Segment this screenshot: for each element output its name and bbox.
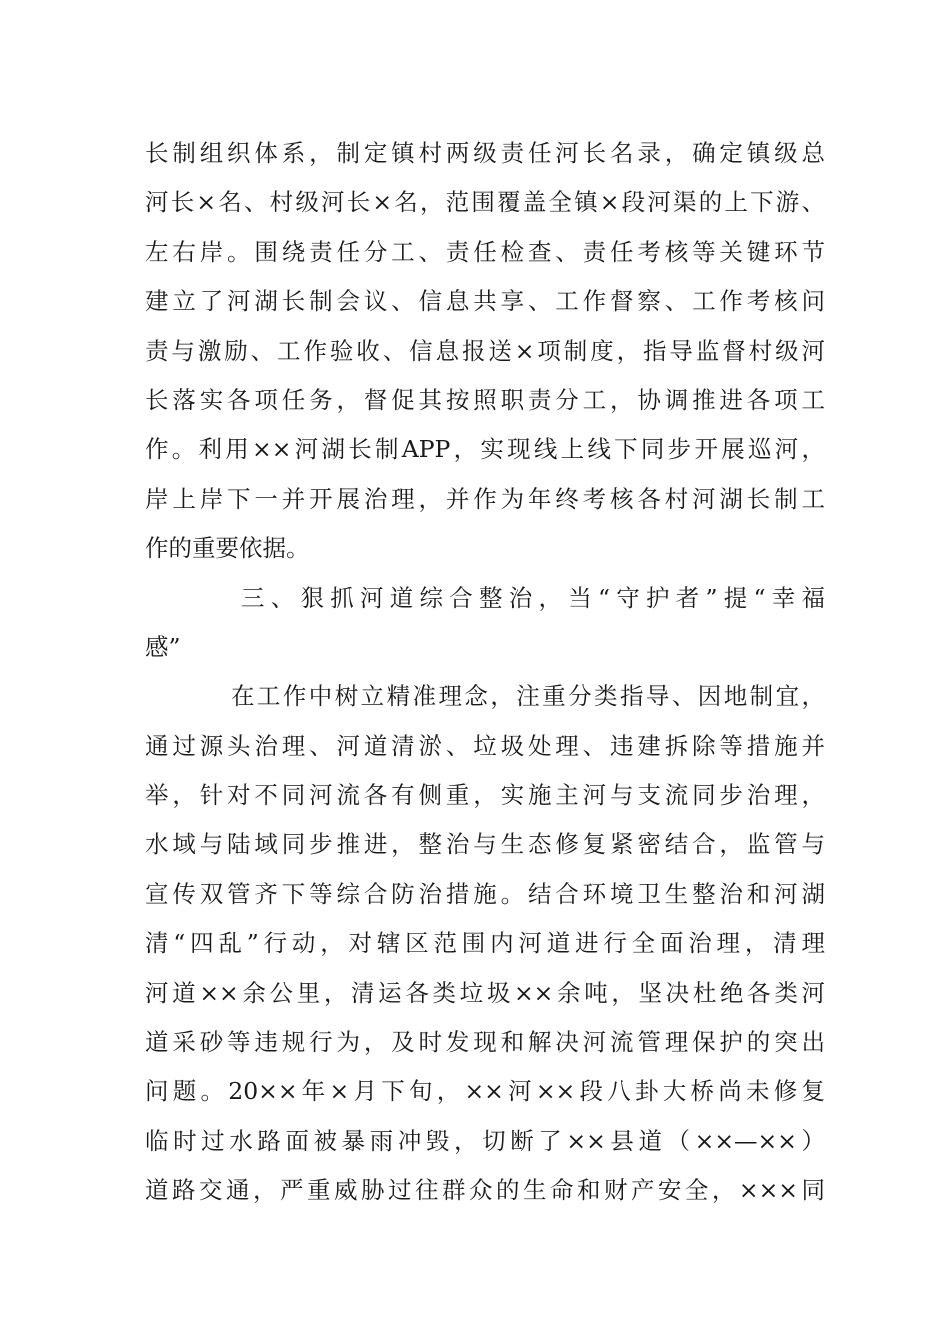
text-line: 宣传双管齐下等综合防治措施。结合环境卫生整治和河湖 — [145, 879, 825, 908]
text-line: 左右岸。围绕责任分工、责任检查、责任考核等关键环节 — [145, 237, 825, 266]
text-line: 作的重要依据。 — [145, 534, 310, 563]
text-line: 建立了河湖长制会议、信息共享、工作督察、工作考核问 — [145, 287, 825, 316]
text-line: 道采砂等违规行为，及时发现和解决河流管理保护的突出 — [145, 1028, 825, 1057]
paragraph-main — [145, 672, 825, 1215]
text-line: 问题。20××年×月下旬，××河××段八卦大桥尚未修复 — [145, 1077, 825, 1106]
heading-line: 感” — [145, 632, 181, 661]
text-line: 道路交通，严重威胁过往群众的生命和财产安全，×××同 — [145, 1176, 825, 1205]
text-line: 长落实各项任务，督促其按照职责分工，协调推进各项工 — [145, 385, 825, 414]
text-line: 责与激励、工作验收、信息报送×项制度，指导监督村级河 — [145, 336, 825, 365]
text-line: 河长×名、村级河长×名，范围覆盖全镇×段河渠的上下游、 — [145, 188, 825, 217]
text-line: 作。利用××河湖长制APP，实现线上线下同步开展巡河， — [145, 435, 825, 464]
paragraph-continuation — [145, 129, 825, 574]
heading-line: 三、狠抓河道综合整治，当“守护者”提“幸福 — [241, 583, 825, 612]
text-line: 水域与陆域同步推进，整治与生态修复紧密结合，监管与 — [145, 830, 825, 859]
text-line: 河道××余公里，清运各类垃圾××余吨，坚决杜绝各类河 — [145, 978, 825, 1007]
text-line: 临时过水路面被暴雨冲毁，切断了××县道（××—××） — [145, 1126, 825, 1155]
text-line: 清“四乱”行动，对辖区范围内河道进行全面治理，清理 — [145, 929, 825, 958]
text-line: 通过源头治理、河道清淤、垃圾处理、违建拆除等措施并 — [145, 731, 825, 760]
text-line: 长制组织体系，制定镇村两级责任河长名录，确定镇级总 — [145, 139, 825, 167]
section-heading — [145, 574, 825, 673]
text-line: 举，针对不同河流各有侧重，实施主河与支流同步治理， — [145, 781, 825, 810]
text-line: 在工作中树立精准理念，注重分类指导、因地制宜， — [231, 682, 825, 711]
text-line: 岸上岸下一并开展治理，并作为年终考核各村河湖长制工 — [145, 484, 825, 513]
document-body — [145, 129, 825, 1216]
